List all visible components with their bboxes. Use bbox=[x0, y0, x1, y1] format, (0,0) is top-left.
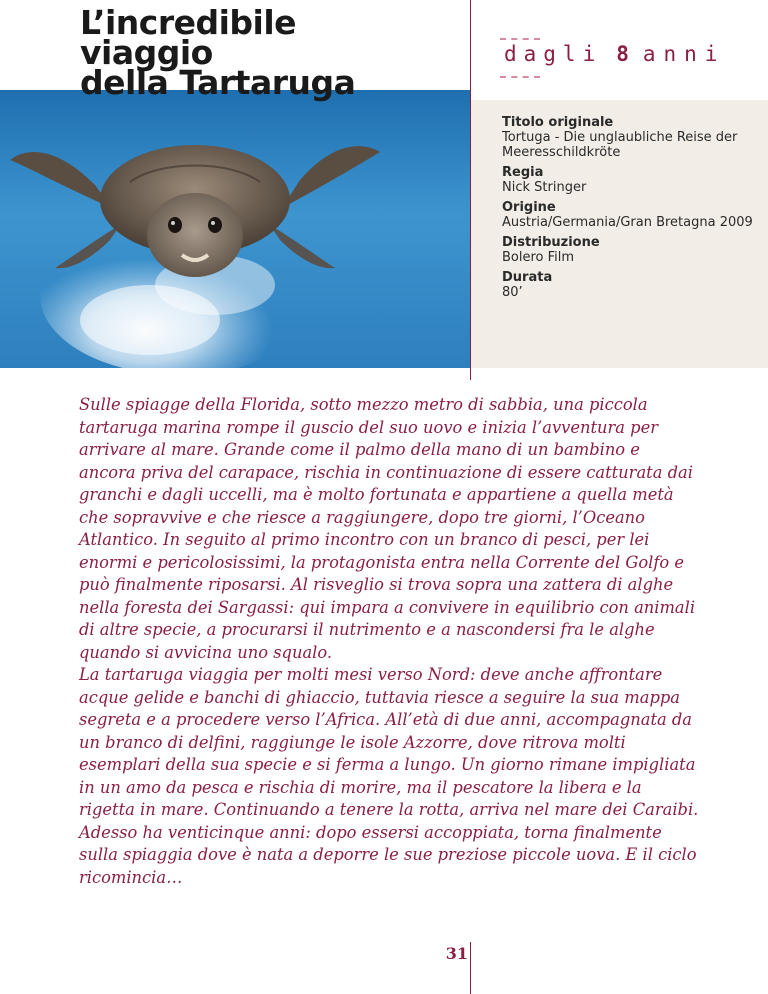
info-label: Distribuzione bbox=[502, 235, 600, 250]
synopsis-paragraph: La tartaruga viaggia per molti mesi verso Nord: deve anche affrontare acque gelide e banchi di ghiaccio, tuttavia riesce a seguire la sua mappa segreta e a procedere verso l’Africa. All’età di due anni, accompagnata da un branco di delfini, raggiunge le isole Azzorre, dove ritrova molti esemplari della sua specie e si ferma a lungo. Un giorno rimane impigliata in un amo da pesca e rischia di morire, ma il pescatore la libera e la rigetta in mare. Continuando a tenere la rotta, arriva nel mare dei Caraibi. Adesso ha venticinque anni: dopo essersi accoppiata, torna finalmente sulla spiaggia dove è nata a deporre le sue preziose piccole uova. E il ciclo ricomincia… bbox=[79, 665, 699, 887]
age-word-from: dagli bbox=[504, 42, 603, 66]
info-origin bbox=[502, 200, 760, 230]
info-value: Tortuga - Die unglaubliche Reise der Meeresschildkröte bbox=[502, 130, 738, 160]
age-number: 8 bbox=[616, 42, 629, 66]
info-value: Austria/Germania/Gran Bretagna 2009 bbox=[502, 215, 753, 230]
info-value: Nick Stringer bbox=[502, 180, 587, 195]
info-label: Regia bbox=[502, 165, 544, 180]
title-line: L’incredibile bbox=[80, 3, 297, 42]
info-label: Durata bbox=[502, 270, 553, 285]
info-original-title bbox=[502, 115, 760, 160]
page-number: 31 bbox=[445, 944, 468, 963]
badge-dash-top bbox=[500, 38, 540, 40]
vertical-divider-bottom bbox=[470, 942, 471, 994]
age-badge bbox=[500, 38, 760, 84]
article-title bbox=[80, 3, 470, 102]
info-label: Titolo originale bbox=[502, 115, 614, 130]
badge-dash-bottom bbox=[500, 76, 540, 78]
film-info bbox=[502, 115, 760, 305]
turtle-illustration bbox=[0, 90, 470, 368]
synopsis-paragraph: Sulle spiagge della Florida, sotto mezzo metro di sabbia, una piccola tartaruga marina rompe il guscio del suo uovo e inizia l’avventura per arrivare al mare. Grande come il palmo della mano di un bambino e ancora priva del carapace, rischia in continuazione di essere catturata dai granchi e dagli uccelli, ma è molto fortunata e appartiene a quella metà che sopravvive e che riesce a raggiungere, dopo tre giorni, l’Oceano Atlantico. In seguito al primo incontro con un branco di pesci, per lei enormi e pericolosissimi, la protagonista entra nella Corrente del Golfo e può finalmente riposarsi. Al risveglio si trova sopra una zattera di alghe nella foresta dei Sargassi: qui impara a convivere in equilibrio con animali di altre specie, a procurarsi il nutrimento e a nascondersi fra le alghe quando si avvicina uno squalo. bbox=[79, 395, 696, 662]
synopsis bbox=[79, 394, 699, 889]
info-value: 80’ bbox=[502, 285, 523, 300]
title-line: della Tartaruga bbox=[80, 63, 356, 102]
info-label: Origine bbox=[502, 200, 556, 215]
info-distribution bbox=[502, 235, 760, 265]
age-text bbox=[504, 42, 725, 66]
info-duration bbox=[502, 270, 760, 300]
info-director bbox=[502, 165, 760, 195]
title-line: viaggio bbox=[80, 33, 213, 72]
age-word-years: anni bbox=[642, 42, 726, 66]
sea-turtle-photo bbox=[0, 90, 470, 368]
info-value: Bolero Film bbox=[502, 250, 575, 265]
